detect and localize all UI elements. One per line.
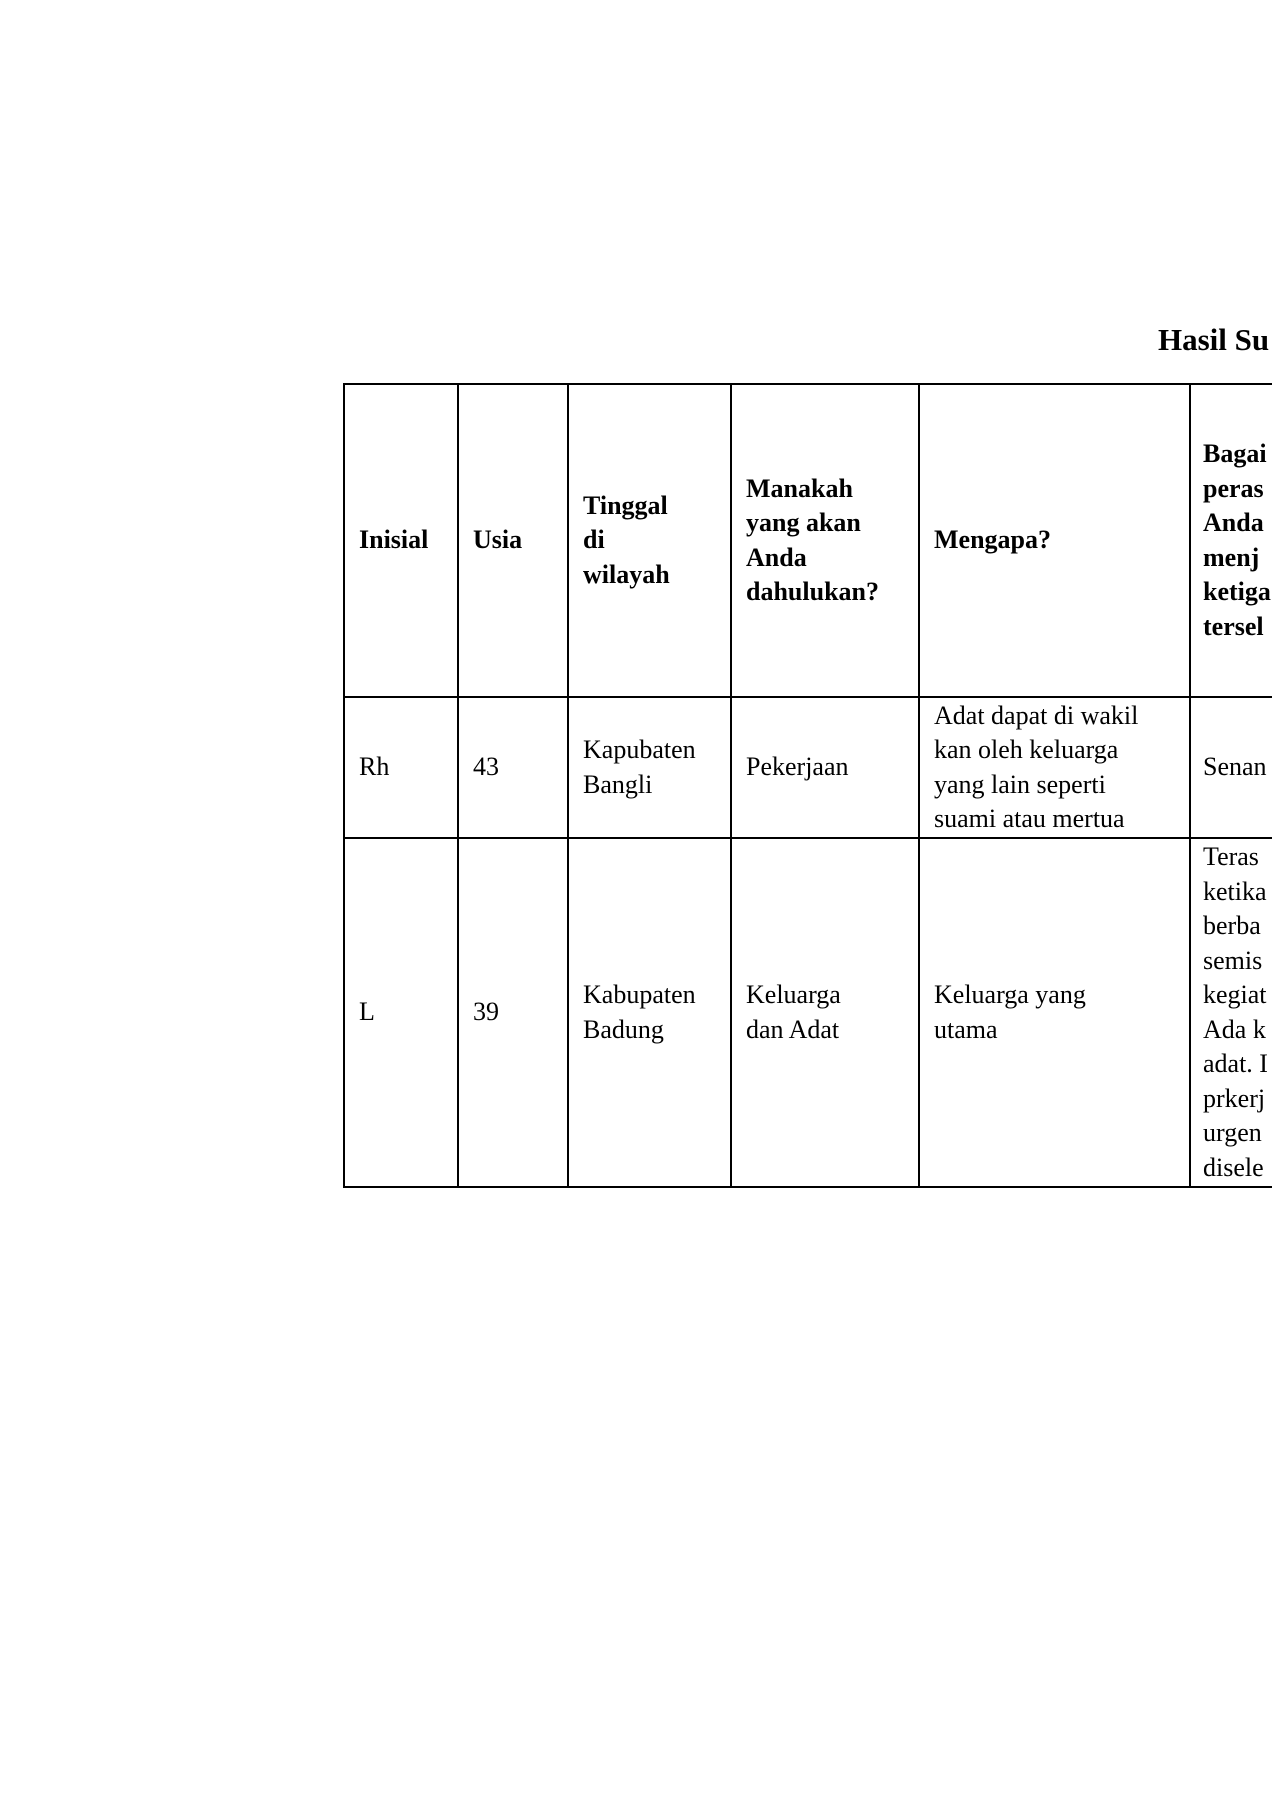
- cell-line: Usia: [473, 525, 523, 555]
- cell-line: Manakah: [746, 473, 853, 503]
- header-inisial: [344, 384, 458, 697]
- cell-line: Kapubaten: [583, 735, 696, 764]
- cell-usia: 39: [458, 838, 568, 1187]
- survey-table: [343, 383, 1272, 1188]
- cell-line: disele: [1203, 1152, 1264, 1182]
- cell-line: Keluarga: [746, 980, 841, 1009]
- cell-line: yang lain seperti: [934, 769, 1106, 799]
- header-dahulukan: [731, 384, 919, 697]
- cell-line: Pekerjaan: [746, 752, 849, 782]
- cell-line: peras: [1203, 473, 1264, 503]
- cell-line: ketiga: [1203, 577, 1271, 606]
- header-wilayah: [568, 384, 731, 697]
- page-title: Hasil Su: [1158, 322, 1270, 357]
- cell-inisial: L: [344, 838, 458, 1187]
- cell-line: yang akan: [746, 508, 861, 537]
- table-row: [344, 697, 1272, 838]
- cell-inisial: Rh: [344, 697, 458, 838]
- cell-line: Inisial: [359, 525, 429, 555]
- cell-line: Mengapa?: [934, 525, 1051, 555]
- table-row: [344, 838, 1272, 1187]
- cell-wilayah: [568, 838, 731, 1187]
- cell-line: Ada k: [1203, 1014, 1266, 1044]
- cell-line: Senan: [1203, 752, 1267, 782]
- cell-line: suami atau mertua: [934, 804, 1125, 833]
- cell-perasaan: [1190, 838, 1272, 1187]
- cell-line: Adat dapat di wakil: [934, 700, 1139, 730]
- cell-line: prkerj: [1203, 1083, 1266, 1113]
- cell-line: di: [583, 525, 605, 555]
- cell-line: Badung: [583, 1014, 664, 1044]
- cell-wilayah: [568, 697, 731, 838]
- cell-line: Anda: [746, 542, 807, 572]
- cell-usia: 43: [458, 697, 568, 838]
- cell-line: kegiat: [1203, 980, 1267, 1009]
- cell-line: wilayah: [583, 559, 670, 589]
- cell-line: urgen: [1203, 1118, 1262, 1147]
- cell-line: Anda: [1203, 508, 1264, 537]
- cell-line: Keluarga yang: [934, 980, 1086, 1009]
- cell-line: Tinggal: [583, 490, 668, 520]
- cell-line: adat. I: [1203, 1049, 1268, 1078]
- cell-mengapa: [919, 838, 1190, 1187]
- cell-line: dahulukan?: [746, 577, 879, 606]
- cell-perasaan: [1190, 697, 1272, 838]
- cell-line: Kabupaten: [583, 980, 696, 1009]
- cell-line: ketika: [1203, 876, 1267, 906]
- cell-line: Bangli: [583, 769, 653, 799]
- cell-line: Teras: [1203, 842, 1259, 871]
- cell-line: Bagai: [1203, 439, 1267, 468]
- cell-mengapa: [919, 697, 1190, 838]
- header-perasaan: [1190, 384, 1272, 697]
- cell-line: utama: [934, 1014, 998, 1044]
- header-row: [344, 384, 1272, 697]
- cell-line: dan Adat: [746, 1014, 840, 1044]
- header-mengapa: [919, 384, 1190, 697]
- header-usia: [458, 384, 568, 697]
- cell-line: kan oleh keluarga: [934, 735, 1119, 764]
- cell-line: menj: [1203, 542, 1260, 572]
- cell-dahulukan: [731, 697, 919, 838]
- cell-dahulukan: [731, 838, 919, 1187]
- cell-line: semis: [1203, 945, 1263, 975]
- cell-line: berba: [1203, 911, 1261, 940]
- cell-line: tersel: [1203, 611, 1264, 641]
